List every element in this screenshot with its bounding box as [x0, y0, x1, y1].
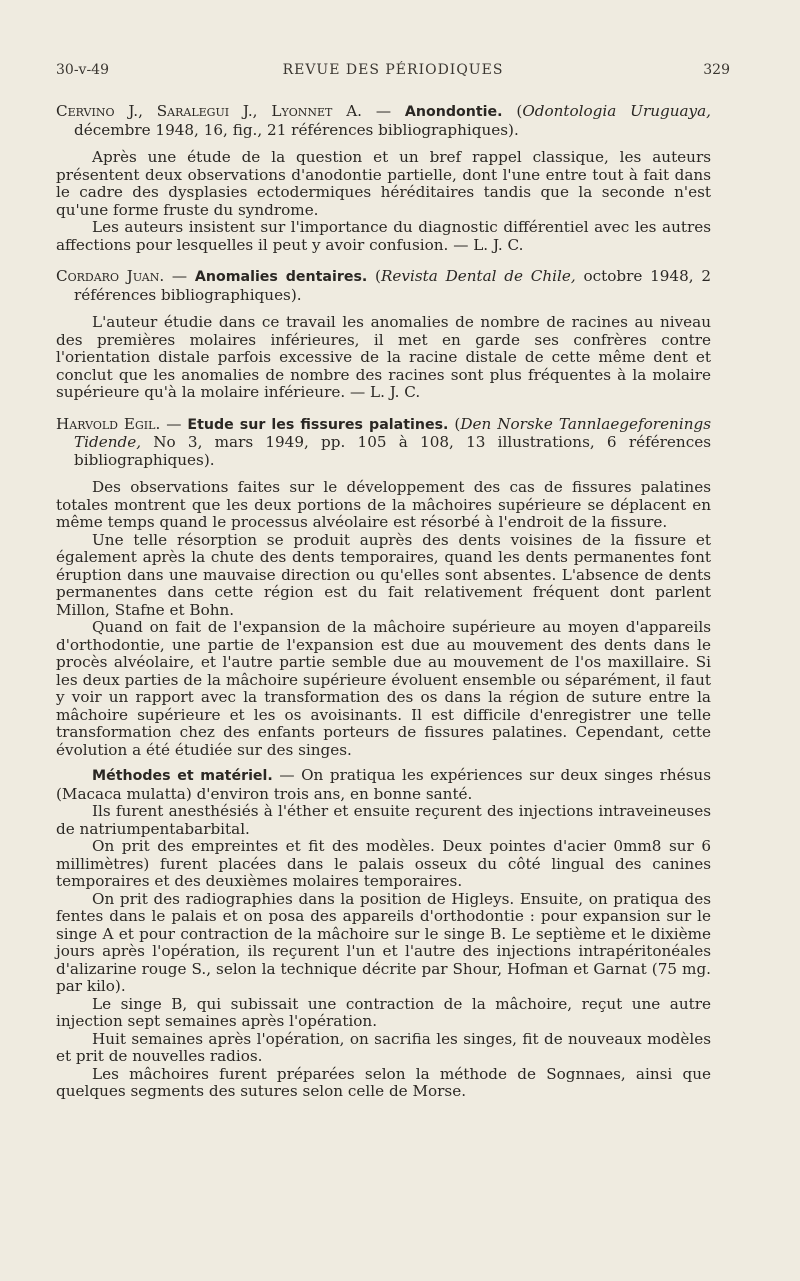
source-open: ( — [367, 267, 381, 285]
separator: — — [160, 414, 188, 433]
header-date: 30-v-49 — [56, 62, 109, 78]
article-authors: Cervino J., Saralegui J., Lyonnet A. — [56, 102, 362, 120]
journal-name: Odontologia Uruguaya, — [522, 102, 712, 120]
source-open: ( — [448, 414, 461, 433]
journal-name: Den Norske Tannlaegeforenings Tidende, — [74, 414, 711, 451]
article-reference — [56, 268, 711, 304]
methods-heading: Méthodes et matériel. — [92, 768, 273, 784]
article-reference — [56, 103, 711, 139]
paragraph: Ils furent anesthésiés à l'éther et ensuite reçurent des injections intraveineuses de natriumpentabarbital. — [56, 802, 711, 838]
paragraph: On prit des empreintes et fit des modèles. Deux pointes d'acier 0mm8 sur 6 millimètres) furent placées dans le palais osseux du côté lingual des canines temporaires et des deuxièmes molaires temporaires. — [56, 837, 711, 890]
paragraph: Une telle résorption se produit auprès des dents voisines de la fissure et également après la chute des dents temporaires, quand les dents permanentes font éruption dans une mauvaise direction ou qu'elles sont absentes. L'absence de dents permanentes dans cette région est du fait relativement fréquent dont parlent Millon, Stafne et Bohn. — [56, 530, 711, 619]
article-reference — [56, 416, 711, 470]
separator: — — [362, 102, 405, 120]
article-authors: Harvold Egil. — [56, 414, 161, 433]
separator: — — [164, 267, 195, 285]
paragraph: Des observations faites sur le développement des cas de fissures palatines totales montrent que les deux portions de la mâchoires supérieure se déplacent en même temps quand le processus alvéolaire est résorbé à l'endroit de la fissure. — [56, 478, 711, 531]
source-details: décembre 1948, 16, fig., 21 références bibliographiques). — [74, 120, 519, 139]
paragraph: Les auteurs insistent sur l'importance du diagnostic différentiel avec les autres affections pour lesquelles il peut y avoir confusion. — L. J. C. — [56, 218, 711, 254]
article-title: Etude sur les fissures palatines. — [187, 416, 449, 433]
article-title: Anondontie. — [404, 104, 503, 120]
paragraph: On prit des radiographies dans la position de Higleys. Ensuite, on pratiqua des fentes dans le palais et on posa des appareils d'orthodontie : pour expansion sur le singe A et pour contraction de la mâchoire sur le singe B. Le septième et le dixième jours après l'opération, ils reçurent l'un et l'autre des injections intrapéritonéales d'alizarine rouge S., selon la technique décrite par Shour, Hofman et Garnat (75 mg. par kilo). — [56, 889, 711, 995]
source-open: ( — [502, 102, 523, 120]
journal-name: Revista Dental de Chile, — [381, 267, 576, 285]
methods-paragraph — [56, 767, 711, 803]
paragraph: Quand on fait de l'expansion de la mâchoire supérieure au moyen d'appareils d'orthodontie, une partie de l'expansion est due au mouvement des dents dans le procès alvéolaire, et l'autre partie semble due au mouvement de l'os maxillaire. Si les deux parties de la mâchoire supérieure évoluent ensemble ou séparément, il faut y voir un rapport avec la transformation des os dans la région de suture entre la mâchoire supérieure et les os avoisinants. Il est difficile d'enregistrer une telle transformation chez des enfants porteurs de fissures palatines. Cependant, cette évolution a été étudiée sur des singes. — [56, 618, 711, 759]
source-details: octobre 1948, 2 références bibliographiques). — [74, 267, 711, 304]
methods-text: On pratiqua les expériences sur deux singes rhésus (Macaca mulatta) d'environ trois ans, en bonne santé. — [56, 766, 712, 803]
header-title: REVUE DES PÉRIODIQUES — [282, 62, 504, 78]
paragraph: Le singe B, qui subissait une contraction de la mâchoire, reçut une autre injection sept semaines après l'opération. — [56, 994, 711, 1030]
page-body — [56, 103, 711, 1101]
paragraph: Après une étude de la question et un bref rappel classique, les auteurs présentent deux observations d'anodontie partielle, dont l'une entre tout à fait dans le cadre des dysplasies ectodermiques héréditaires tandis que la seconde n'est qu'une forme fruste du syndrome. — [56, 148, 711, 219]
separator: — — [272, 766, 302, 784]
source-details: No 3, mars 1949, pp. 105 à 108, 13 illustrations, 6 références bibliographiques). — [74, 433, 711, 469]
article-authors: Cordaro Juan. — [56, 267, 165, 285]
page-number: 329 — [703, 62, 730, 78]
paragraph: L'auteur étudie dans ce travail les anomalies de nombre de racines au niveau des premières molaires inférieures, il met en garde ses confrères contre l'orientation distale parfois excessive de la racine distale de cette même dent et conclut que les anomalies de nombre des racines sont plus fréquentes à la molaire supérieure qu'à la molaire inférieure. — L. J. C. — [56, 313, 711, 401]
running-header — [56, 62, 730, 84]
paragraph: Huit semaines après l'opération, on sacrifia les singes, fit de nouveaux modèles et prit de nouvelles radios. — [56, 1029, 711, 1065]
article-title: Anomalies dentaires. — [194, 269, 368, 285]
paragraph: Les mâchoires furent préparées selon la méthode de Sognnaes, ainsi que quelques segments des sutures selon celle de Morse. — [56, 1064, 711, 1100]
